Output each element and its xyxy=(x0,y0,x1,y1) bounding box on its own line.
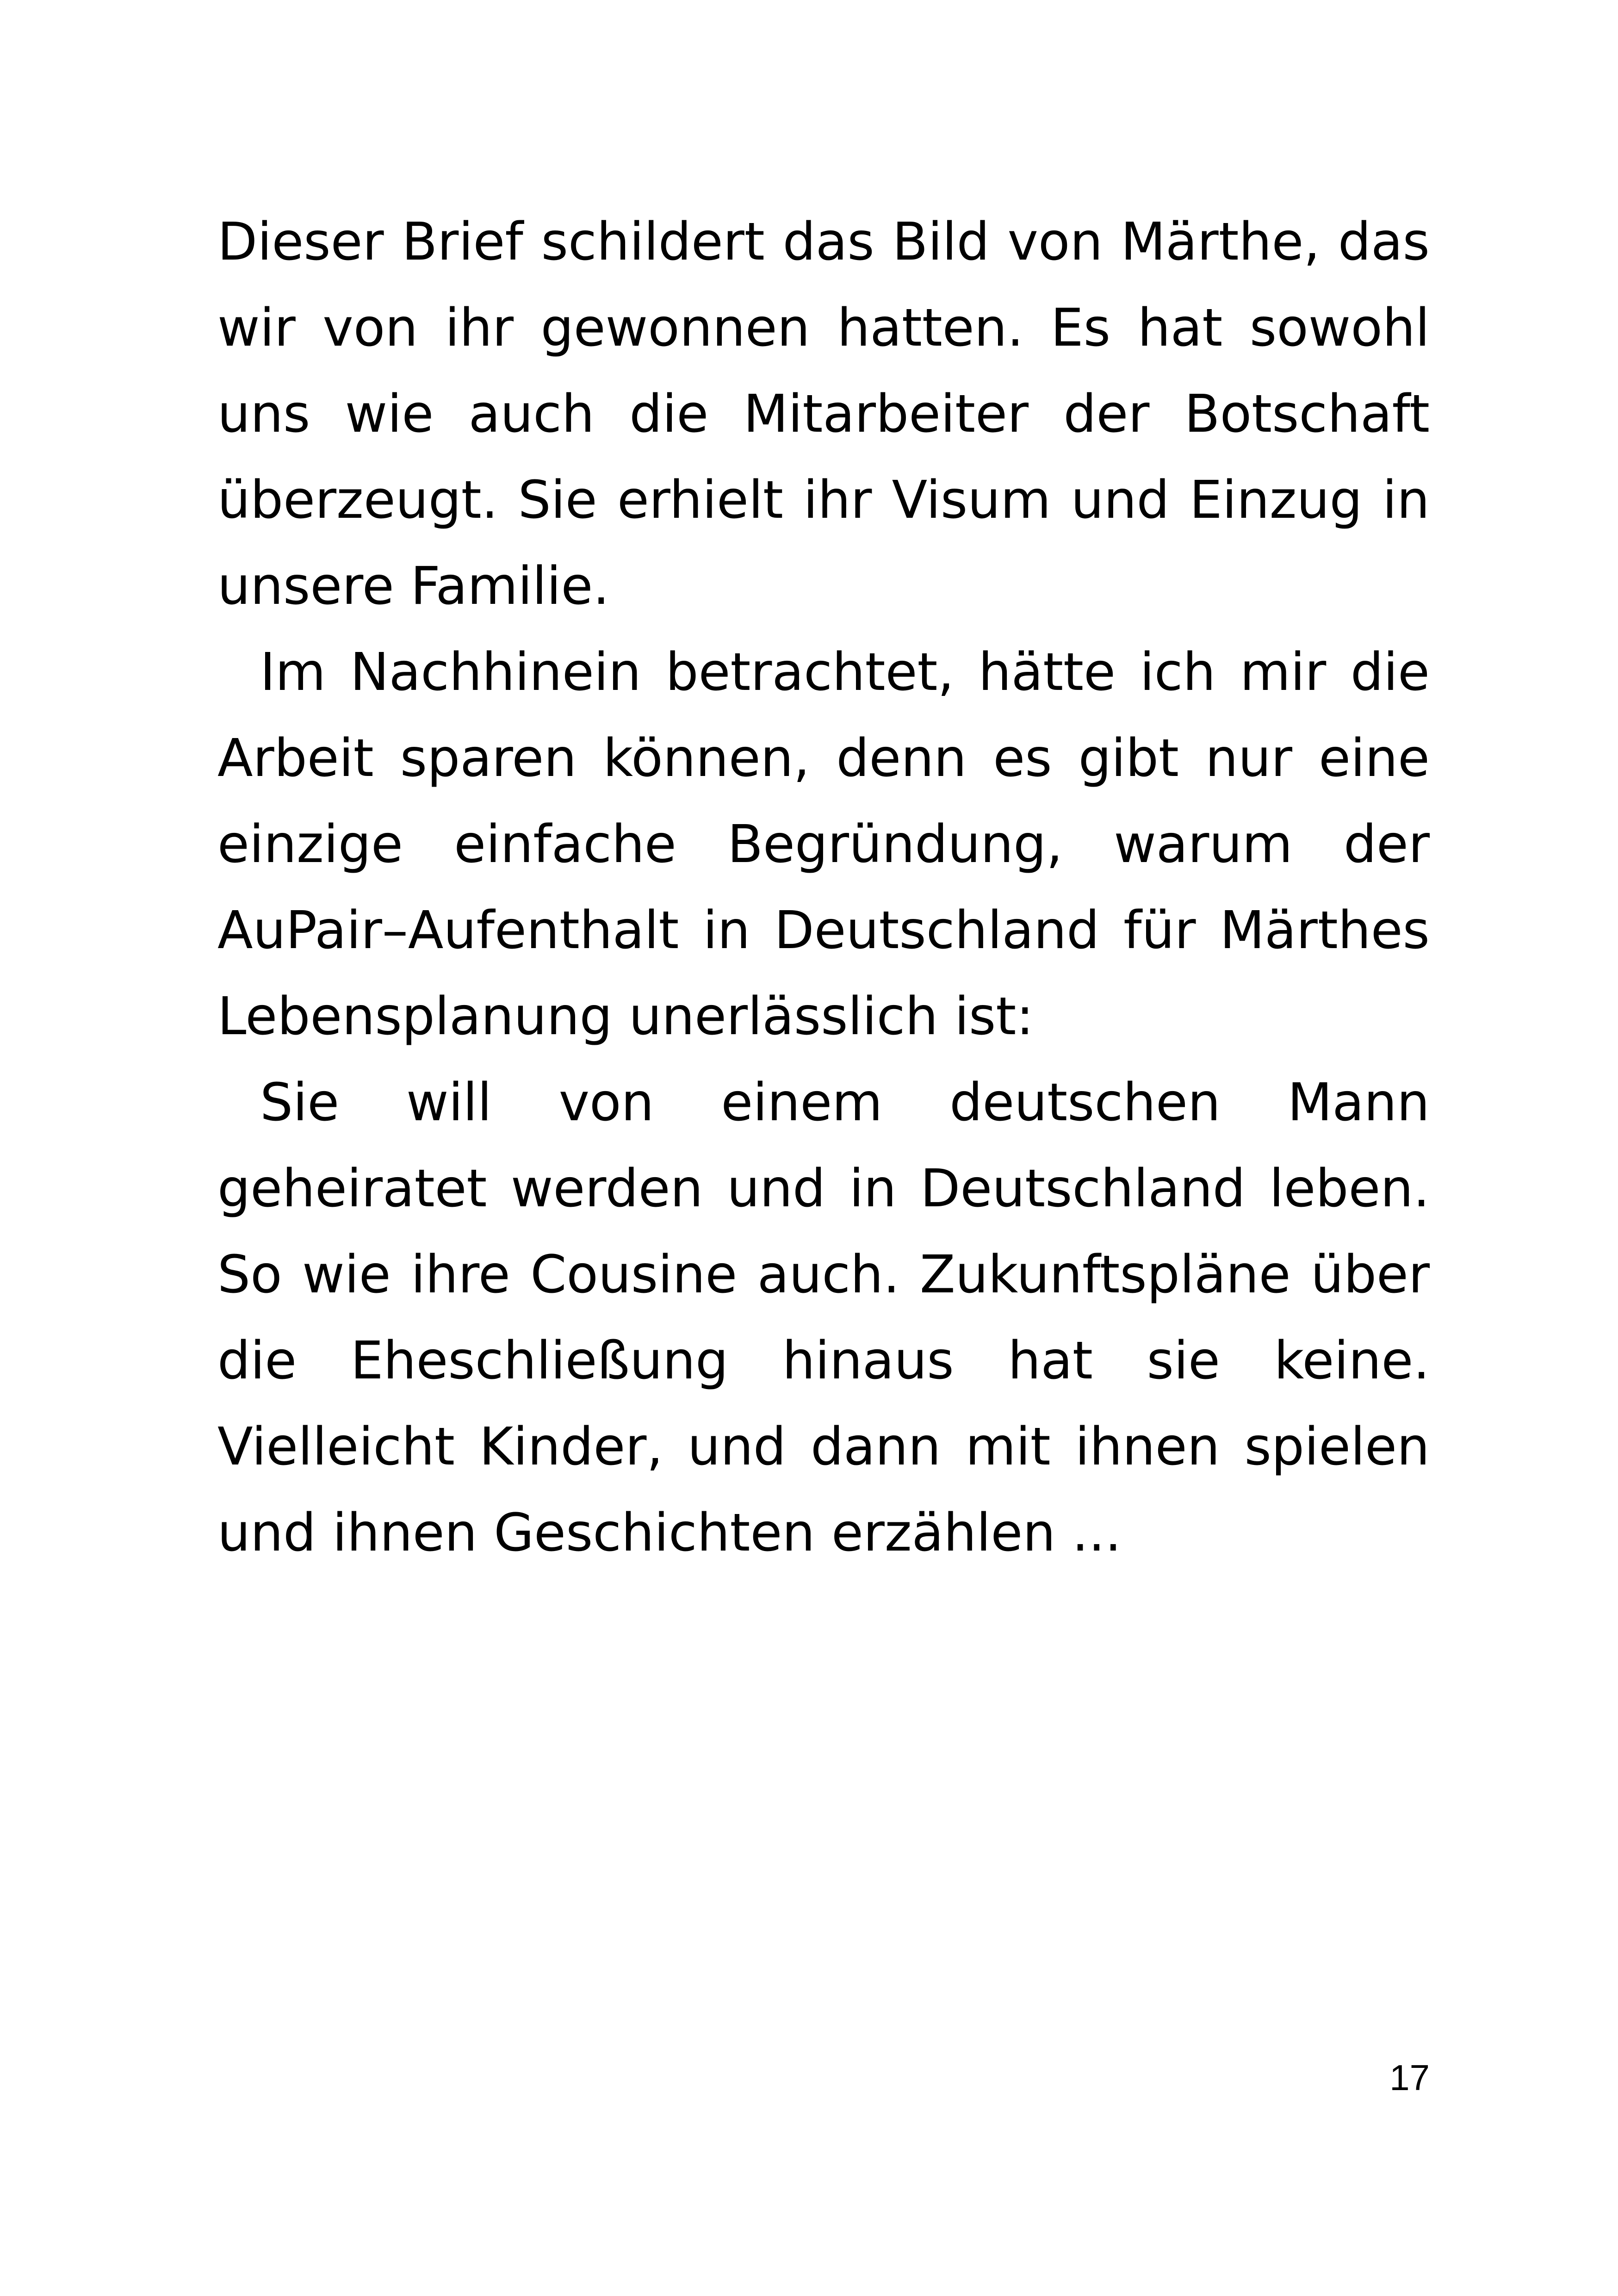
paragraph-2: Im Nachhinein betrachtet, hätte ich mir die Arbeit sparen können, denn es gibt nur eine einzige einfache Begründung, warum der AuPair–Aufenthalt in Deutschland für Märthes Lebensplanung unerlässlich ist: xyxy=(217,642,1430,1047)
paragraph-1: Dieser Brief schildert das Bild von Märthe, das wir von ihr gewonnen hatten. Es hat sowohl uns wie auch die Mitarbeiter der Botschaft überzeugt. Sie erhielt ihr Visum und Einzug in unsere Familie. xyxy=(217,212,1430,616)
paragraph-3: Sie will von einem deutschen Mann geheiratet werden und in Deutschland leben. So wie ihre Cousine auch. Zukunftspläne über die Eheschließung hinaus hat sie keine. Vielleicht Kinder, und dann mit ihnen spielen und ihnen Geschichten erzählen ... xyxy=(217,1073,1430,1563)
page-number: 17 xyxy=(1389,2057,1430,2098)
body-text xyxy=(217,199,1430,1576)
